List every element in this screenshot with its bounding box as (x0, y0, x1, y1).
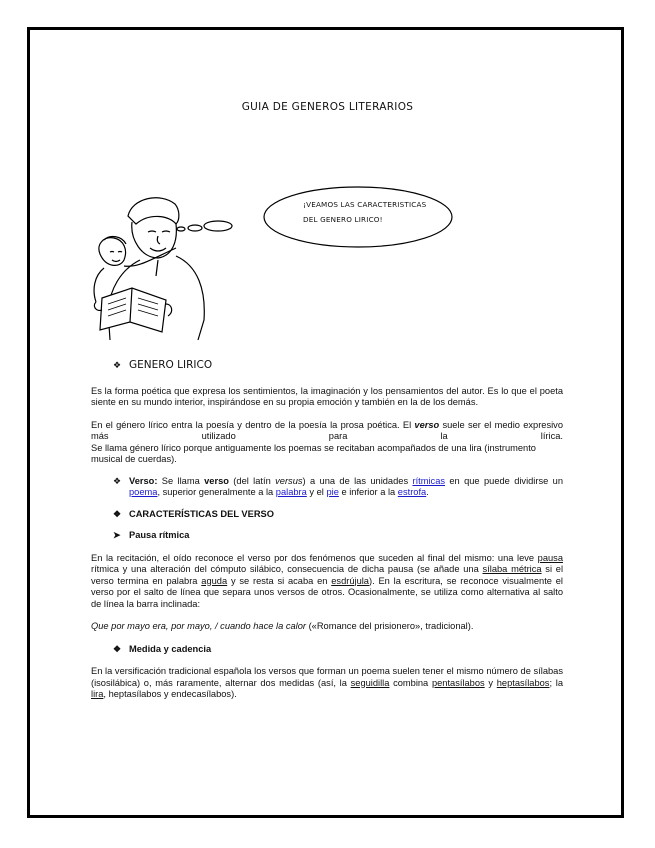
genre-heading-text: GENERO LIRICO (129, 359, 213, 371)
paragraph-lirica-1: En el género lírico entra la poesía y dentro de la poesía la prosa poética. El verso suele ser el medio expresivo más utilizado para la lírica. (91, 419, 563, 441)
bubble-line-1: ¡VEAMOS LAS CARACTERISTICAS (303, 200, 427, 209)
father-hair (128, 198, 179, 224)
diamond-bullet-icon: ❖ (113, 643, 122, 654)
verse-example: Que por mayo era, por mayo, / cuando hace la calor («Romance del prisionero», tradicional). (91, 621, 474, 631)
heading-pausa-ritmica: ➤ Pausa rítmica (113, 530, 190, 540)
bubble-line-2: DEL GENERO LIRICO! (303, 215, 383, 224)
link-pie[interactable]: pie (326, 487, 339, 497)
thought-dot-large (204, 221, 232, 231)
verso-bold: verso (414, 419, 440, 430)
open-book (100, 288, 166, 332)
genre-heading (91, 360, 563, 372)
diamond-bullet-icon: ❖ (113, 508, 122, 519)
link-estrofa[interactable]: estrofa (397, 487, 427, 497)
thought-dot-medium (188, 225, 202, 231)
page-title: GUIA DE GENEROS LITERARIOS (241, 101, 414, 113)
verso-definition: ❖ Verso: Se llama verso (del latín versus) a una de las unidades rítmicas en que puede dividirse un poema, superior generalmente a la palabra y el pie e inferior a la estrofa. (113, 475, 564, 497)
paragraph-medida: En la versificación tradicional española los versos que forman un poema suelen tener el mismo número de sílabas (isosilábica) o, más raramente, alternar dos medidas (así, la seguidilla combina pentasílabos y heptasílabos; la lira, heptasílabos y endecasílabos). (91, 666, 563, 699)
heading-caracteristicas: ❖ CARACTERÍSTICAS DEL VERSO (113, 508, 274, 519)
thought-dot-small (177, 227, 185, 231)
link-ritmicas[interactable]: rítmicas (412, 475, 446, 486)
father-face (132, 222, 177, 258)
diamond-bullet-icon: ❖ (113, 361, 122, 371)
link-poema[interactable]: poema (129, 487, 158, 497)
arrow-bullet-icon: ➤ (113, 530, 121, 540)
speech-bubble-text (303, 197, 473, 227)
link-palabra[interactable]: palabra (275, 487, 307, 497)
paragraph-pausa: En la recitación, el oído reconoce el verso por dos fenómenos que suceden al final del mismo: una leve pausa rítmica y una alteración del cómputo silábico, consecuencia de dicha pausa (se añade una sílaba métrica si el verso termina en palabra aguda y se resta si acaba en esdrújula). En la escritura, se reconoce visualmente el verso por el salto de línea que separa unos versos de otros. Ocasionalmente, se utiliza como alternativa al salto de línea la barra inclinada: (91, 552, 564, 609)
paragraph-lirica-2: Se llama género lírico porque antiguamente los poemas se recitaban acompañados de una lira (instrumento musical de cuerdas). (91, 442, 536, 464)
heading-medida-cadencia: ❖ Medida y cadencia (113, 643, 212, 654)
diamond-bullet-icon: ❖ (113, 475, 122, 486)
document-body (91, 360, 563, 701)
intro-paragraph: Es la forma poética que expresa los sentimientos, la imaginación y los pensamientos del autor. Es lo que el poeta siente en su mundo interior, inspirándose en su propia emoción y también en la de los demás. (91, 385, 563, 407)
